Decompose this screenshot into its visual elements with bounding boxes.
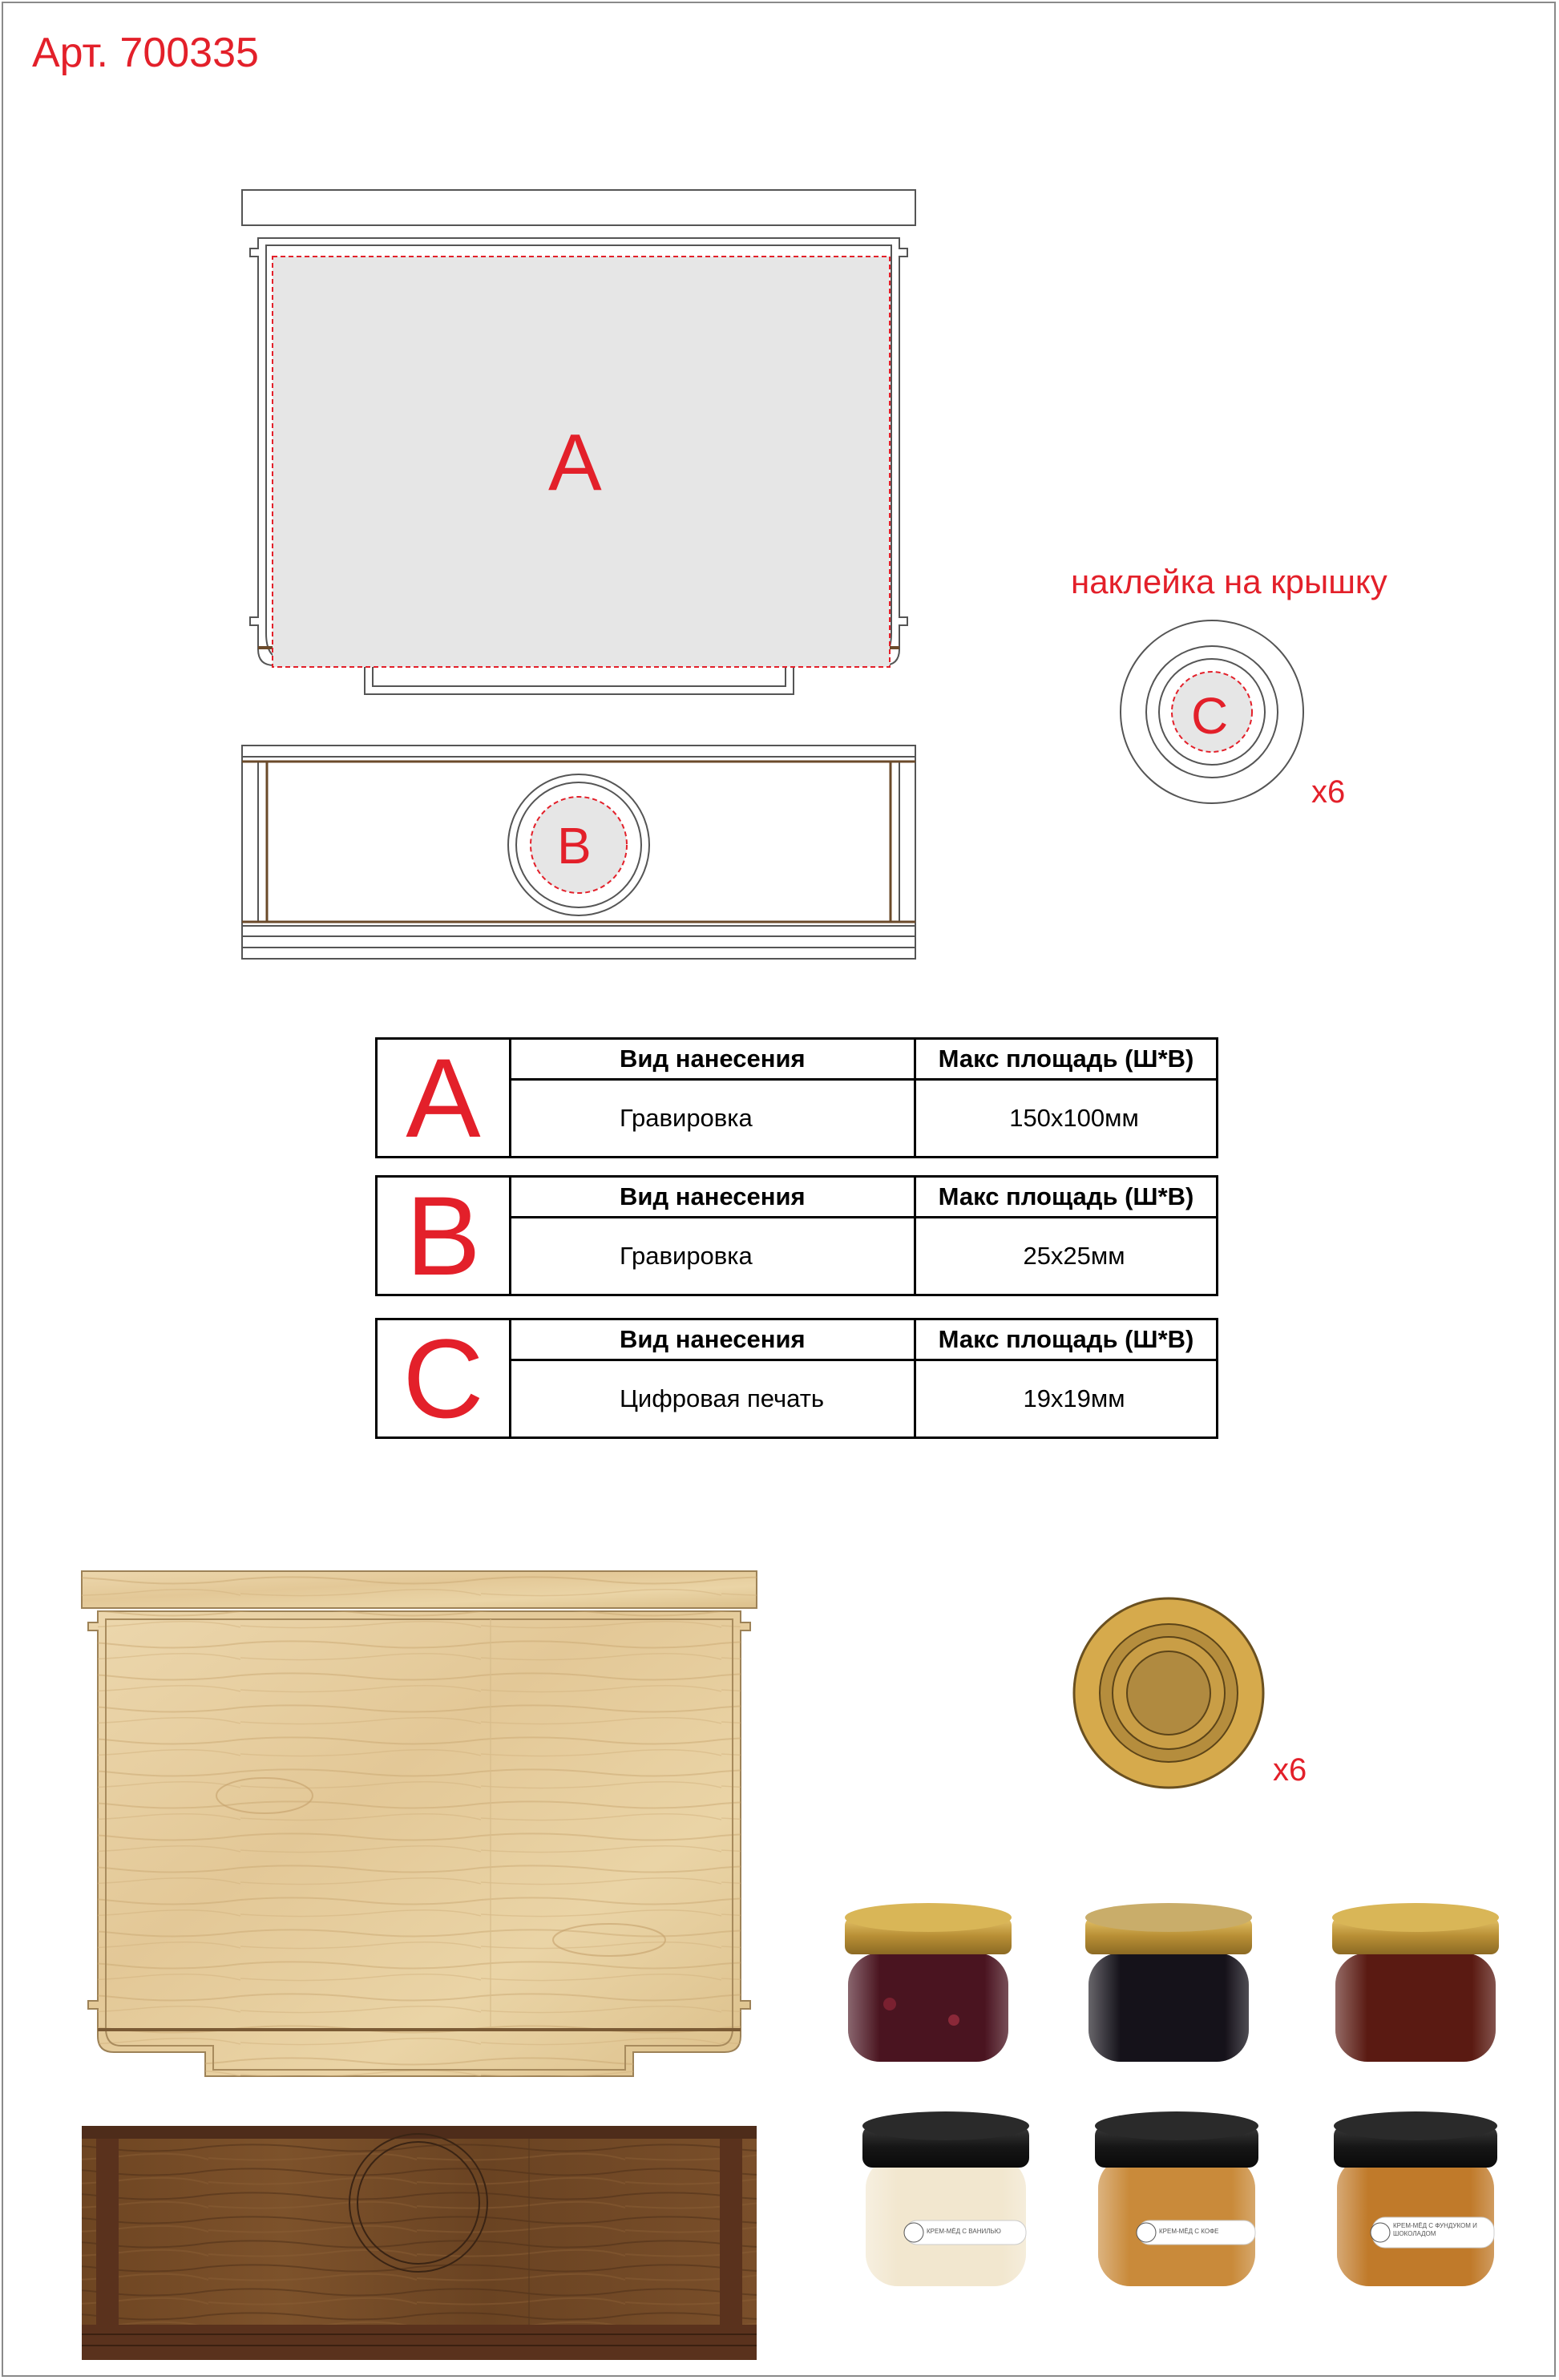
jar-3 (1332, 1903, 1499, 2062)
jar-4 (862, 2111, 1029, 2286)
sticker-caption: наклейка на крышку (1071, 563, 1387, 600)
header-max-area: Макс площадь (Ш*В) (915, 1319, 1218, 1360)
jar-1 (845, 1903, 1012, 2062)
jar-2 (1085, 1903, 1252, 2062)
method-value: Цифровая печать (511, 1360, 915, 1438)
method-value: Гравировка (511, 1218, 915, 1295)
article-number: Арт. 700335 (32, 30, 259, 76)
size-value: 25x25мм (915, 1218, 1218, 1295)
quantity-label-top: x6 (1311, 774, 1346, 810)
header-method: Вид нанесения (511, 1039, 915, 1080)
spec-letter: B (377, 1177, 511, 1295)
header-method: Вид нанесения (511, 1177, 915, 1218)
spec-letter: C (377, 1319, 511, 1438)
spec-letter: A (377, 1039, 511, 1158)
zone-label-c: C (1191, 687, 1229, 745)
size-value: 19x19мм (915, 1360, 1218, 1438)
header-max-area: Макс площадь (Ш*В) (915, 1177, 1218, 1218)
jar-label-vanilla: КРЕМ-МЁД С ВАНИЛЬЮ (927, 2228, 1001, 2235)
jar-5 (1095, 2111, 1258, 2286)
header-method: Вид нанесения (511, 1319, 915, 1360)
quantity-label-bottom: x6 (1273, 1752, 1307, 1788)
jar-6 (1334, 2111, 1497, 2286)
size-value: 150x100мм (915, 1080, 1218, 1158)
zone-label-b: B (557, 817, 592, 875)
header-max-area: Макс площадь (Ш*В) (915, 1039, 1218, 1080)
method-value: Гравировка (511, 1080, 915, 1158)
jar-label-hazelnut: КРЕМ-МЁД С ФУНДУКОМ И ШОКОЛАДОМ (1393, 2222, 1477, 2237)
jar-label-coffee: КРЕМ-МЁД С КОФЕ (1159, 2228, 1219, 2235)
zone-label-a: A (548, 418, 602, 507)
